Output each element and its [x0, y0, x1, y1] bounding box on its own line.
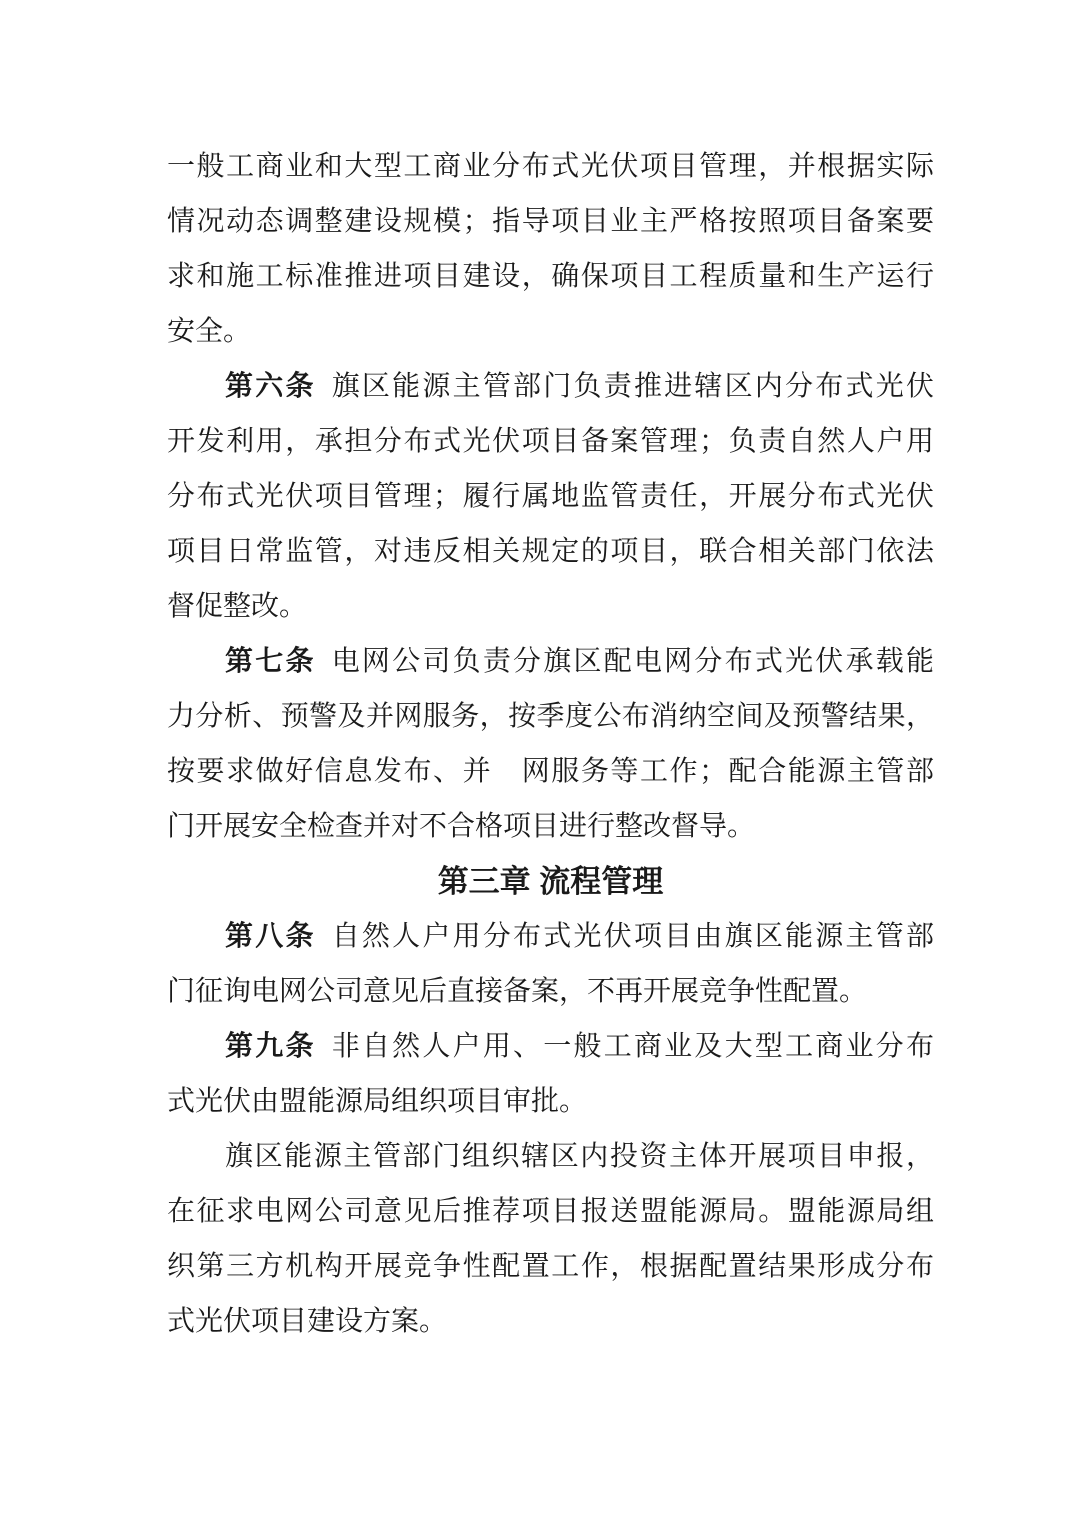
article-line: [167, 1019, 934, 1074]
article-number: 第九条: [225, 1031, 316, 1062]
text-line: [167, 1239, 934, 1294]
text-line: [167, 1074, 934, 1129]
line-text: 开发利用，承担分布式光伏项目备案管理；负责自然人户用: [167, 426, 934, 457]
text-line: [167, 249, 934, 304]
line-text: 式光伏项目建设方案。: [167, 1306, 448, 1337]
line-text: 安全。: [167, 316, 252, 347]
line-text: 力分析、预警及并网服务，按季度公布消纳空间及预警结果，: [167, 701, 934, 732]
line-text: 在征求电网公司意见后推荐项目报送盟能源局。盟能源局组: [167, 1196, 934, 1227]
line-text: 情况动态调整建设规模；指导项目业主严格按照项目备案要: [167, 206, 934, 237]
text-line: [167, 304, 934, 359]
text-line: [167, 1129, 934, 1184]
text-line: [167, 524, 934, 579]
text-line: [167, 579, 934, 634]
line-text: 旗区能源主管部门负责推进辖区内分布式光伏: [331, 371, 934, 402]
text-line: [167, 744, 934, 799]
text-line: [167, 469, 934, 524]
line-text: 自然人户用分布式光伏项目由旗区能源主管部: [331, 921, 934, 952]
text-line: [167, 799, 934, 854]
line-text: 旗区能源主管部门组织辖区内投资主体开展项目申报，: [225, 1141, 934, 1172]
article-line: [167, 634, 934, 689]
line-text: 织第三方机构开展竞争性配置工作，根据配置结果形成分布: [167, 1251, 934, 1282]
article-number: 第八条: [225, 921, 316, 952]
line-text: 电网公司负责分旗区配电网分布式光伏承载能: [331, 646, 934, 677]
line-text: 一般工商业和大型工商业分布式光伏项目管理，并根据实际: [167, 151, 934, 182]
text-line: [167, 194, 934, 249]
chapter-heading: [167, 854, 934, 909]
text-line: [167, 414, 934, 469]
text-line: [167, 139, 934, 194]
line-text: 按要求做好信息发布、并 网服务等工作；配合能源主管部: [167, 756, 934, 787]
article-line: [167, 909, 934, 964]
article-line: [167, 359, 934, 414]
line-text: 项目日常监管，对违反相关规定的项目，联合相关部门依法: [167, 536, 934, 567]
line-text: 式光伏由盟能源局组织项目审批。: [167, 1086, 588, 1117]
text-line: [167, 1294, 934, 1349]
text-line: [167, 1184, 934, 1239]
text-line: [167, 689, 934, 744]
line-text: 督促整改。: [167, 591, 308, 622]
line-text: 门征询电网公司意见后直接备案，不再开展竞争性配置。: [167, 976, 868, 1007]
article-number: 第七条: [225, 646, 316, 677]
line-text: 求和施工标准推进项目建设，确保项目工程质量和生产运行: [167, 261, 934, 292]
line-text: 门开展安全检查并对不合格项目进行整改督导。: [167, 811, 756, 842]
article-number: 第六条: [225, 371, 316, 402]
line-text: 非自然人户用、一般工商业及大型工商业分布: [331, 1031, 934, 1062]
chapter-heading-text: 第三章 流程管理: [437, 864, 664, 899]
line-text: 分布式光伏项目管理；履行属地监管责任，开展分布式光伏: [167, 481, 934, 512]
text-line: [167, 964, 934, 1019]
